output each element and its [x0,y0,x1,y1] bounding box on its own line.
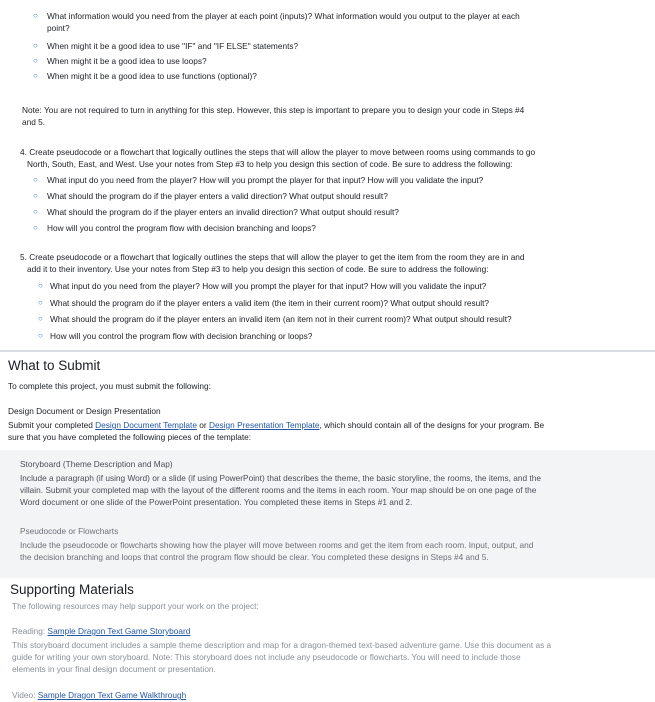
pseudocode-text: Include the pseudocode or flowcharts showing how the player will move between rooms and get the item from each room. Input, output, and [20,540,534,550]
bullet-marker: ○ [38,281,43,290]
video-line: Video: Sample Dragon Text Game Walkthrough [12,690,187,700]
reading-text: This storyboard document includes a sample theme description and map for a dragon-themed text-based adventure game. Use this document as a [12,640,552,650]
bullet-marker: ○ [38,314,43,323]
step4-intro: 4. Create pseudocode or a flowchart that logically outlines the steps that will allow the player to move between rooms using commands to go [20,147,536,157]
section-divider [0,350,655,352]
step5-bullet: What should the program do if the player enters an invalid item (an item not in their current room)? What output should result? [50,314,512,324]
storyboard-text: Include a paragraph (if using Word) or a slide (if using PowerPoint) that describes the theme, the basic storyline, the rooms, the items, and the [20,473,541,483]
bullet-marker: ○ [33,191,38,200]
step4-bullet: What should the program do if the player enters an invalid direction? What output should result? [47,207,399,217]
bullet-marker: ○ [33,175,38,184]
step5-intro: 5. Create pseudocode or a flowchart that logically outlines the steps that will allow the player to get the item from the room they are in and [20,252,525,262]
design-document-heading: Design Document or Design Presentation [8,406,161,416]
reading-text: guide for writing your own storyboard. Note: This storyboard does not include any pseudocode or flowcharts. You will need to include those [12,652,521,662]
step4-bullet: What should the program do if the player enters a valid direction? What output should result? [47,191,388,201]
step4-bullet: What input do you need from the player? How will you prompt the player for that input? How will you validate the input? [47,175,484,185]
note-text-cont: and 5. [22,117,46,127]
bullet-marker: ○ [38,331,43,340]
reading-line: Reading: Sample Dragon Text Game Storyboard [12,626,191,636]
bullet-marker: ○ [33,207,38,216]
bullet-marker: ○ [33,56,38,65]
step3-bullet: When might it be a good idea to use functions (optional)? [47,71,257,81]
design-document-line-cont: sure that you have completed the following pieces of the template: [8,432,252,442]
what-to-submit-heading: What to Submit [8,358,101,373]
submit-intro: To complete this project, you must submit the following: [8,381,211,391]
bullet-marker: ○ [33,11,38,20]
design-presentation-template-link[interactable]: Design Presentation Template [208,420,320,430]
step3-bullet-cont: point? [47,23,70,33]
step5-bullet: What input do you need from the player? How will you prompt the player for that input? How will you validate the input? [50,281,487,291]
step4-bullet: How will you control the program flow with decision branching and loops? [47,223,316,233]
design-document-line: Submit your completed Design Document Template or Design Presentation Template, which should contain all of the designs for your program. Be [8,420,545,430]
pseudocode-heading: Pseudocode or Flowcharts [20,526,119,536]
bullet-marker: ○ [38,298,43,307]
design-document-template-link[interactable]: Design Document Template [95,420,197,430]
storyboard-text: Word document or one slide of the PowerPoint presentation. You completed these items in Steps #1 and 2. [20,497,413,507]
supporting-materials-heading: Supporting Materials [10,582,134,597]
step4-intro-cont: North, South, East, and West. Use your notes from Step #3 to help you design this section of code. Be sure to address the following: [27,159,513,169]
storyboard-text: villain. Submit your completed map with the layout of the different rooms and the items in each room. Your map should be on one page of the [20,485,537,495]
bullet-marker: ○ [33,223,38,232]
step3-bullet: What information would you need from the player at each point (inputs)? What information would you output to the player at each [47,11,520,21]
bullet-marker: ○ [33,71,38,80]
step3-bullet: When might it be a good idea to use "IF" and "IF ELSE" statements? [47,41,299,51]
step3-bullet: When might it be a good idea to use loops? [47,56,207,66]
sample-storyboard-link[interactable]: Sample Dragon Text Game Storyboard [47,626,191,636]
reading-text: elements in your final design document or presentation. [12,664,216,674]
note-text: Note: You are not required to turn in anything for this step. However, this step is important to prepare you to design your code in Steps #4 [22,105,525,115]
sample-walkthrough-link[interactable]: Sample Dragon Text Game Walkthrough [37,690,187,700]
pseudocode-text: the decision branching and loops that control the program flow should be clear. You completed these designs in Steps #4 and 5. [20,552,489,562]
step5-bullet: How will you control the program flow with decision branching or loops? [50,331,313,341]
supporting-intro: The following resources may help support your work on the project: [12,601,259,611]
bullet-marker: ○ [33,41,38,50]
step5-intro-cont: add it to their inventory. Use your notes from Step #3 to help you design this section of code. Be sure to address the following: [27,264,489,274]
storyboard-heading: Storyboard (Theme Description and Map) [20,459,173,469]
step5-bullet: What should the program do if the player enters a valid item (the item in their current room)? What output should result? [50,298,490,308]
